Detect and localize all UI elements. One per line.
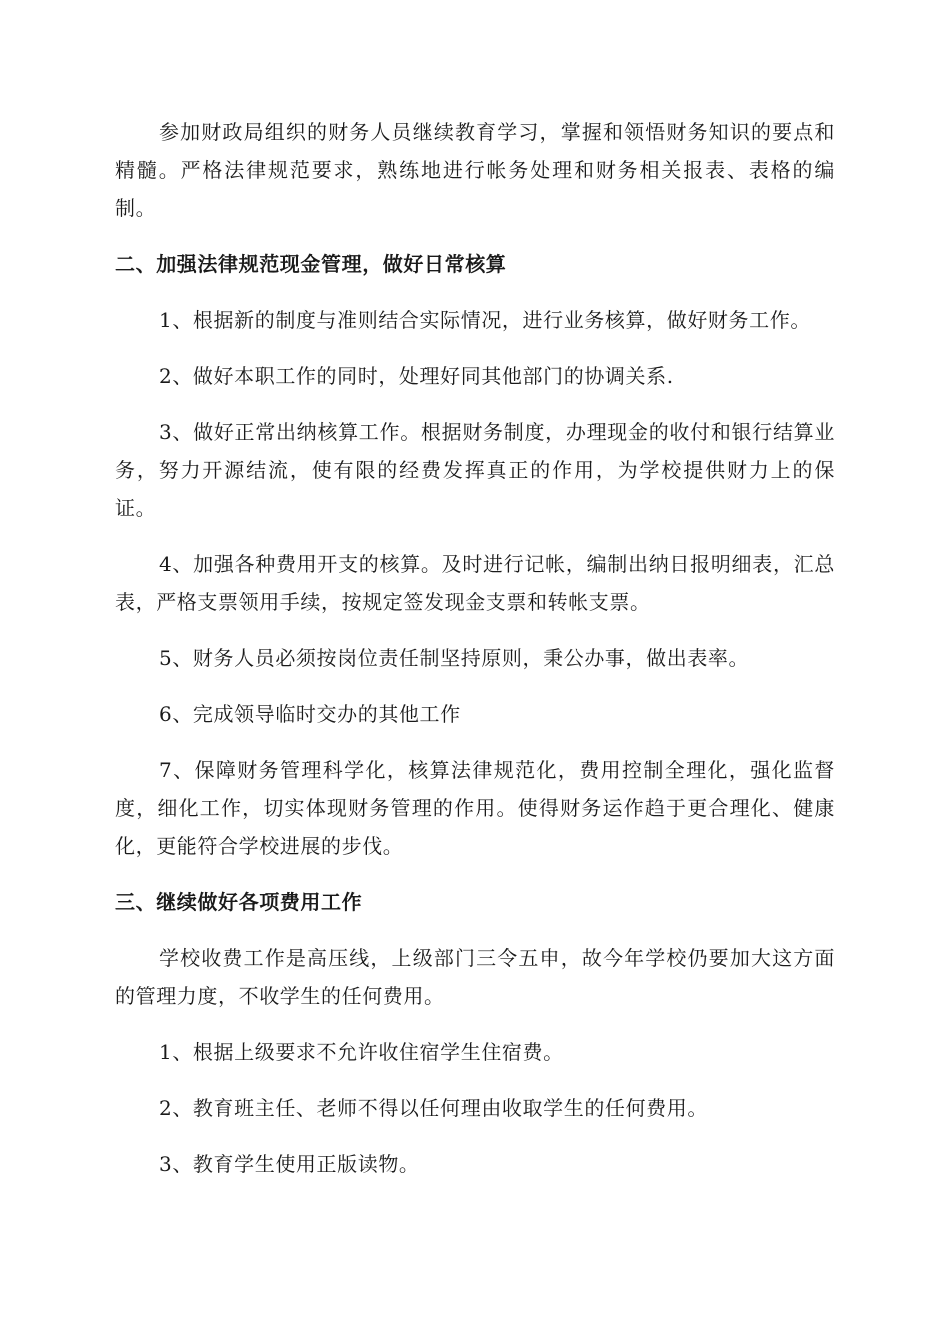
fee-item-3-reading: 3、教育学生使用正版读物。 [159,1152,420,1176]
list-item-6-other-tasks: 6、完成领导临时交办的其他工作 [159,702,461,726]
list-item-7-management: 7、保障财务管理科学化，核算法律规范化，费用控制全理化，强化监督度，细化工作，切实体现财务管理的作用。使得财务运作趋于更合理化、健康化，更能符合学校进展的步伐。 [115,758,835,858]
list-item-4-expense-accounting: 4、加强各种费用开支的核算。及时进行记帐，编制出纳日报明细表，汇总表，严格支票领用手续，按规定签发现金支票和转帐支票。 [115,552,835,614]
paragraph-fee-policy: 学校收费工作是高压线，上级部门三令五申，故今年学校仍要加大这方面的管理力度，不收学生的任何费用。 [115,946,835,1008]
list-item-1-accounting: 1、根据新的制度与准则结合实际情况，进行业务核算，做好财务工作。 [159,308,811,332]
fee-item-1-dormitory: 1、根据上级要求不允许收住宿学生住宿费。 [159,1040,564,1064]
list-item-5-responsibility: 5、财务人员必须按岗位责任制坚持原则，秉公办事，做出表率。 [159,646,750,670]
section-heading-fees: 三、继续做好各项费用工作 [115,890,363,914]
list-item-2-coordination: 2、做好本职工作的同时，处理好同其他部门的协调关系. [159,364,674,388]
document-body [115,113,835,1201]
list-item-3-cashier-work: 3、做好正常出纳核算工作。根据财务制度，办理现金的收付和银行结算业务，努力开源结流，使有限的经费发挥真正的作用，为学校提供财力上的保证。 [115,420,835,520]
paragraph-continuing-education: 参加财政局组织的财务人员继续教育学习，掌握和领悟财务知识的要点和精髓。严格法律规范要求，熟练地进行帐务处理和财务相关报表、表格的编制。 [115,120,835,220]
section-heading-cash-management: 二、加强法律规范现金管理，做好日常核算 [115,252,507,276]
fee-item-2-teachers: 2、教育班主任、老师不得以任何理由收取学生的任何费用。 [159,1096,708,1120]
